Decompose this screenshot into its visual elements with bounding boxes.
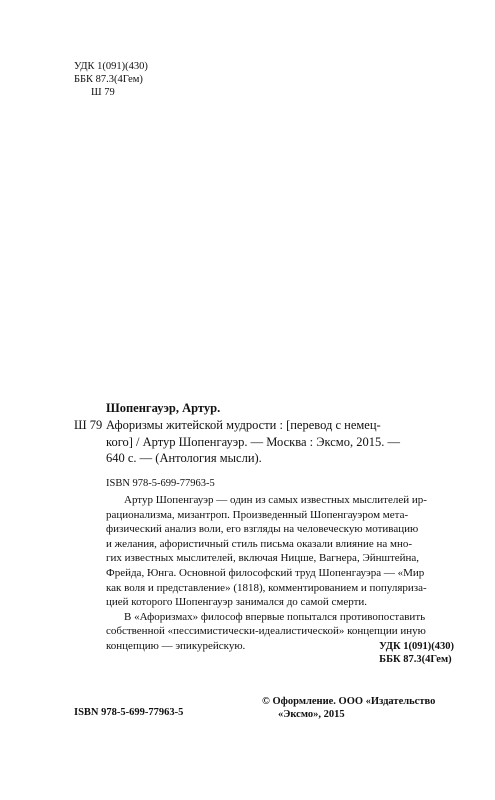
- record-title-line: Афоризмы житейской мудрости : [перевод с немец-: [106, 418, 381, 432]
- annotation-line: и желания, афористичный стиль письма оказали влияние на мно-: [106, 537, 413, 550]
- annotation-line: Артур Шопенгауэр — один из самых известных мыслителей ир-: [124, 494, 427, 506]
- footer-udc-code: УДК 1(091)(430): [379, 641, 454, 652]
- annotation-line: Фрейда, Юнга. Основной философский труд Шопенгауэра — «Мир: [106, 566, 425, 579]
- copyright-line: «Эксмо», 2015: [278, 709, 345, 720]
- footer-classification-codes: [379, 640, 454, 666]
- copyright-notice: [262, 695, 435, 721]
- bbk-code: ББК 87.3(4Гем): [74, 74, 143, 85]
- record-title-line: кого] / Артур Шопенгауэр. — Москва : Эксмо, 2015. —: [106, 434, 400, 449]
- annotation-line: В «Афоризмах» философ впервые попытался противопоставить: [124, 610, 426, 623]
- record-cipher: Ш 79: [74, 418, 103, 432]
- record-author: Шопенгауэр, Артур.: [106, 401, 221, 415]
- annotation-line: как воля и представление» (1818), комментированием и популяриза-: [106, 581, 427, 594]
- record-title: [106, 417, 454, 467]
- annotation-line: физический анализ воли, его взгляды на человеческую мотивацию: [106, 523, 419, 536]
- record-isbn: ISBN 978-5-699-77963-5: [106, 478, 215, 489]
- copyright-line: © Оформление. ООО «Издательство: [262, 696, 436, 707]
- footer-bbk-code: ББК 87.3(4Гем): [379, 654, 452, 665]
- author-cipher: Ш 79: [91, 87, 115, 98]
- classification-codes: [74, 60, 148, 99]
- annotation-line: цией которого Шопенгауэр занимался до самой смерти.: [106, 596, 368, 609]
- annotation-line: рационализма, мизантроп. Произведенный Шопенгауэром мета-: [106, 508, 409, 521]
- annotation-line: собственной «пессимистически-идеалистической» концепции иную: [106, 625, 426, 638]
- annotation: [106, 493, 454, 654]
- isbn-bottom: ISBN 978-5-699-77963-5: [74, 707, 184, 718]
- record-title-line: 640 с. — (Антология мысли).: [106, 451, 262, 465]
- udc-code: УДК 1(091)(430): [74, 61, 148, 72]
- annotation-line: концепцию — эпикурейскую.: [106, 639, 246, 652]
- annotation-line: гих известных мыслителей, включая Ницше, Вагнера, Эйнштейна,: [106, 552, 420, 565]
